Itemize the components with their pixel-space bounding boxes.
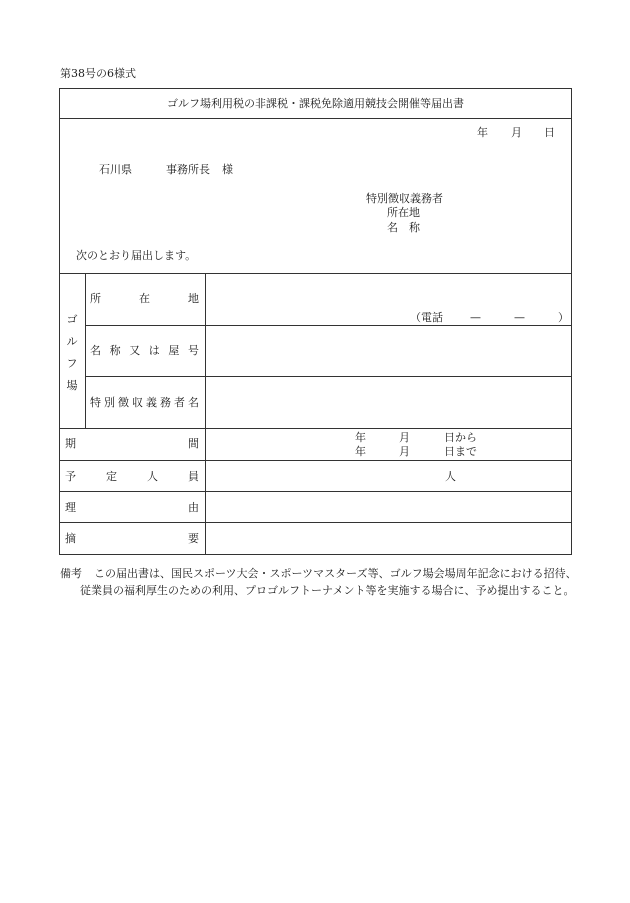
label-char: 徴 (118, 396, 129, 409)
label-char: 在 (139, 292, 150, 305)
label-char: 人 (147, 470, 158, 483)
label-char: 又 (129, 344, 141, 357)
phone-close: ） (558, 311, 569, 324)
divider (59, 118, 572, 119)
label-char: 期 (65, 437, 76, 450)
form-title: ゴルフ場利用税の非課税・課税免除適用競技会開催等届出書 (167, 97, 464, 110)
label-char: 屋 (168, 344, 180, 357)
label-char: 由 (188, 501, 199, 514)
remarks-line-2: 従業員の福利厚生のための利用、プロゴルフトーナメント等を実施する場合に、予め提出すること。 (80, 584, 575, 597)
label-char: は (148, 344, 160, 357)
label-char: 予 (65, 470, 76, 483)
label-char: 別 (104, 396, 115, 409)
row-label-summary (65, 533, 199, 544)
label-char: 名 (90, 344, 101, 357)
row-label-participants (65, 471, 199, 482)
label-char: 義 (146, 396, 157, 409)
row-label-reason (65, 502, 199, 513)
label-char: 要 (188, 532, 199, 545)
golf-course-group-char: ゴ (66, 313, 78, 326)
label-char: 摘 (65, 532, 76, 545)
label-char: 号 (187, 344, 199, 357)
date-month: 月 (511, 126, 522, 139)
phone-open: （電話 (410, 311, 443, 324)
period-from-year: 年 (355, 431, 366, 444)
label-char: 定 (106, 470, 117, 483)
addressee-prefecture: 石川県 (99, 163, 132, 176)
golf-course-group-char: フ (66, 357, 78, 370)
phone-dash-2: — (514, 311, 525, 324)
label-char: 務 (160, 396, 171, 409)
label-char: 員 (188, 470, 199, 483)
period-from-month: 月 (399, 431, 410, 444)
divider (85, 325, 572, 326)
label-char: 所 (90, 292, 101, 305)
row-label-location (90, 293, 199, 304)
remarks-line-1: この届出書は、国民スポーツ大会・スポーツマスターズ等、ゴルフ場会場周年記念における招待、 (94, 567, 577, 580)
row-label-period (65, 438, 199, 449)
divider (85, 376, 572, 377)
label-char: 名 (188, 396, 199, 409)
form-number: 第38号の6様式 (60, 67, 136, 80)
collector-label: 特別徴収義務者 (366, 192, 443, 205)
label-char: 称 (109, 344, 121, 357)
divider (59, 491, 572, 492)
golf-course-group-char: 場 (66, 379, 78, 392)
golf-course-group-char: ル (66, 335, 78, 348)
divider (59, 273, 572, 274)
row-label-name-or-trade (90, 345, 199, 356)
divider (59, 522, 572, 523)
row-label-collector-name (90, 397, 199, 408)
date-year: 年 (477, 126, 488, 139)
divider (85, 273, 86, 428)
divider (59, 428, 572, 429)
form-frame (59, 88, 572, 555)
addressee-office: 事務所長 (166, 163, 210, 176)
label-char: 地 (188, 292, 199, 305)
divider (59, 460, 572, 461)
label-char: 理 (65, 501, 76, 514)
collector-address-label: 所在地 (387, 206, 420, 219)
label-char: 者 (174, 396, 185, 409)
addressee-honorific: 様 (222, 163, 233, 176)
label-char: 収 (132, 396, 143, 409)
golf-course-group-label (65, 314, 79, 402)
label-char: 間 (188, 437, 199, 450)
collector-name-label: 名 称 (387, 221, 420, 234)
period-to-year: 年 (355, 445, 366, 458)
remarks-label: 備考 (60, 567, 82, 580)
divider (205, 273, 206, 555)
period-from-day: 日から (444, 431, 477, 444)
label-char: 特 (90, 396, 101, 409)
date-day: 日 (544, 126, 555, 139)
period-to-day: 日まで (444, 445, 477, 458)
participants-unit: 人 (445, 470, 456, 483)
period-to-month: 月 (399, 445, 410, 458)
phone-dash-1: — (470, 311, 481, 324)
intro-text: 次のとおり届出します。 (76, 249, 197, 262)
